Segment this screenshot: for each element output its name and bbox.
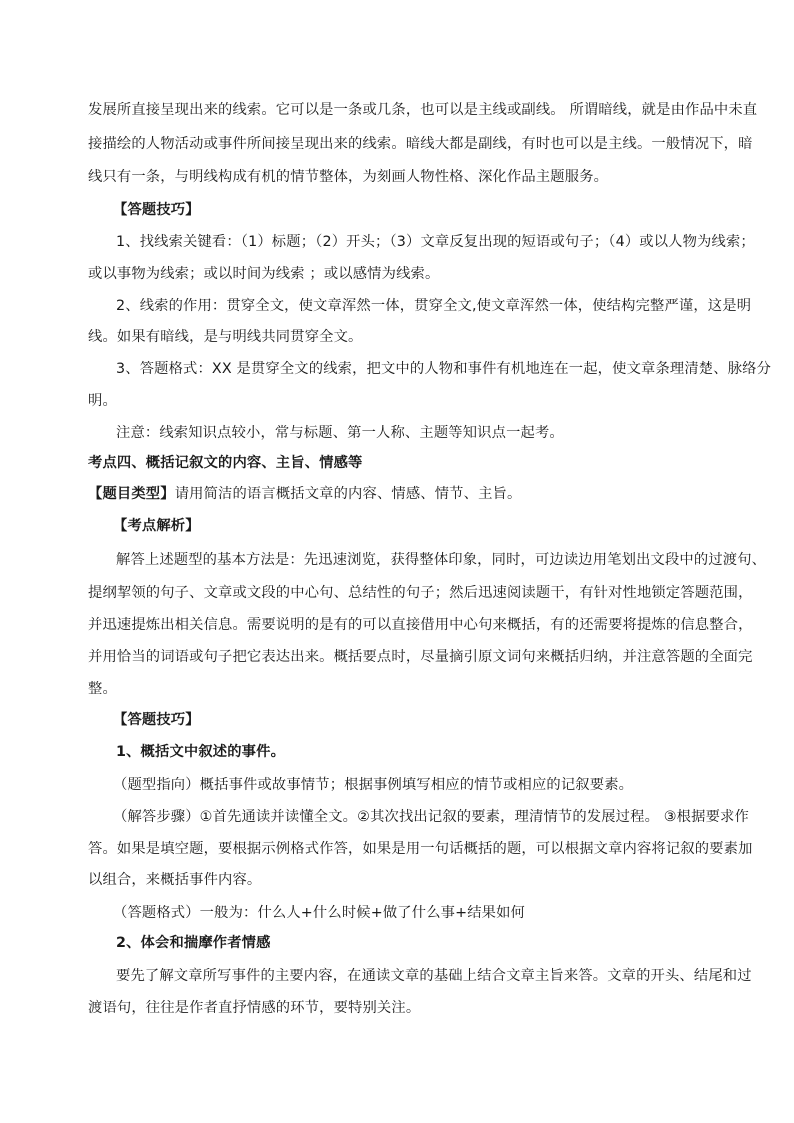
- paragraph-line: （答题格式）一般为：什么人+什么时候+做了什么事+结果如何: [113, 905, 526, 921]
- section-heading: 考点四、概括记叙文的内容、主旨、情感等: [88, 455, 363, 471]
- paragraph-line: 注意：线索知识点较小，常与标题、第一人称、主题等知识点一起考。: [116, 425, 564, 441]
- paragraph-line: 解答上述题型的基本方法是：先迅速浏览，获得整体印象，同时，可边读边用笔划出文段中的过渡句、: [116, 552, 767, 568]
- section-heading: 【答题技巧】: [113, 712, 200, 728]
- question-type-line: [88, 484, 521, 504]
- label-heading: 【题目类型】: [88, 486, 175, 502]
- paragraph-line: 并迅速提炼出相关信息。需要说明的是有的可以直接借用中心句来概括，有的还需要将提炼的信息整合，: [88, 617, 753, 633]
- paragraph-line: 整。: [88, 681, 117, 697]
- section-heading: 【答题技巧】: [113, 202, 200, 218]
- sub-heading: 2、体会和揣摩作者情感: [116, 935, 271, 951]
- paragraph-line: 渡语句，往往是作者直抒情感的环节，要特别关注。: [88, 1000, 421, 1016]
- paragraph-line: 发展所直接呈现出来的线索。它可以是一条或几条，也可以是主线或副线。 所谓暗线，就是由作品中未直: [88, 102, 758, 118]
- paragraph-line: （题型指向）概括事件或故事情节；根据事例填写相应的情节或相应的记叙要素。: [113, 777, 634, 793]
- paragraph-line: （解答步骤）①首先通读并读懂全文。②其次找出记叙的要素，理清情节的发展过程。 ③根据要求作: [113, 809, 749, 825]
- sub-heading: 1、概括文中叙述的事件。: [116, 744, 286, 760]
- paragraph-line: 并用恰当的词语或句子把它表达出来。概括要点时，尽量摘引原文词句来概括归纳，并注意答题的全面完: [88, 649, 753, 665]
- paragraph-line: 1、找线索关键看：（1）标题；（2）开头；（3）文章反复出现的短语或句子；（4）或以人物为线索；: [116, 234, 755, 250]
- paragraph-line: 提纲挈领的句子、文章或文段的中心句、总结性的句子；然后迅速阅读题干，有针对性地锁定答题范围，: [88, 585, 753, 601]
- paragraph-line: 以组合，来概括事件内容。: [88, 872, 262, 888]
- paragraph-line: 线只有一条，与明线构成有机的情节整体，为刻画人物性格、深化作品主题服务。: [88, 169, 609, 185]
- paragraph-line: 或以事物为线索；或以时间为线索 ；或以感情为线索。: [88, 266, 440, 282]
- paragraph-line: 答。如果是填空题，要根据示例格式作答，如果是用一句话概括的题，可以根据文章内容将记叙的要素加: [88, 841, 753, 857]
- paragraph-line: 2、线索的作用：贯穿全文，使文章浑然一体，贯穿全文,使文章浑然一体，使结构完整严谨，这是明: [116, 298, 752, 314]
- paragraph-line: 明。: [88, 393, 117, 409]
- label-text: 请用简洁的语言概括文章的内容、情感、情节、主旨。: [174, 486, 522, 502]
- paragraph-line: 要先了解文章所写事件的主要内容，在通读文章的基础上结合文章主旨来答。文章的开头、结尾和过: [116, 968, 752, 984]
- section-heading: 【考点解析】: [113, 518, 200, 534]
- paragraph-line: 线。如果有暗线，是与明线共同贯穿全文。: [88, 329, 363, 345]
- paragraph-line: 3、答题格式：XX 是贯穿全文的线索，把文中的人物和事件有机地连在一起，使文章条理清楚、脉络分: [116, 361, 772, 377]
- paragraph-line: 接描绘的人物活动或事件所间接呈现出来的线索。暗线大都是副线，有时也可以是主线。一般情况下，暗: [88, 136, 753, 152]
